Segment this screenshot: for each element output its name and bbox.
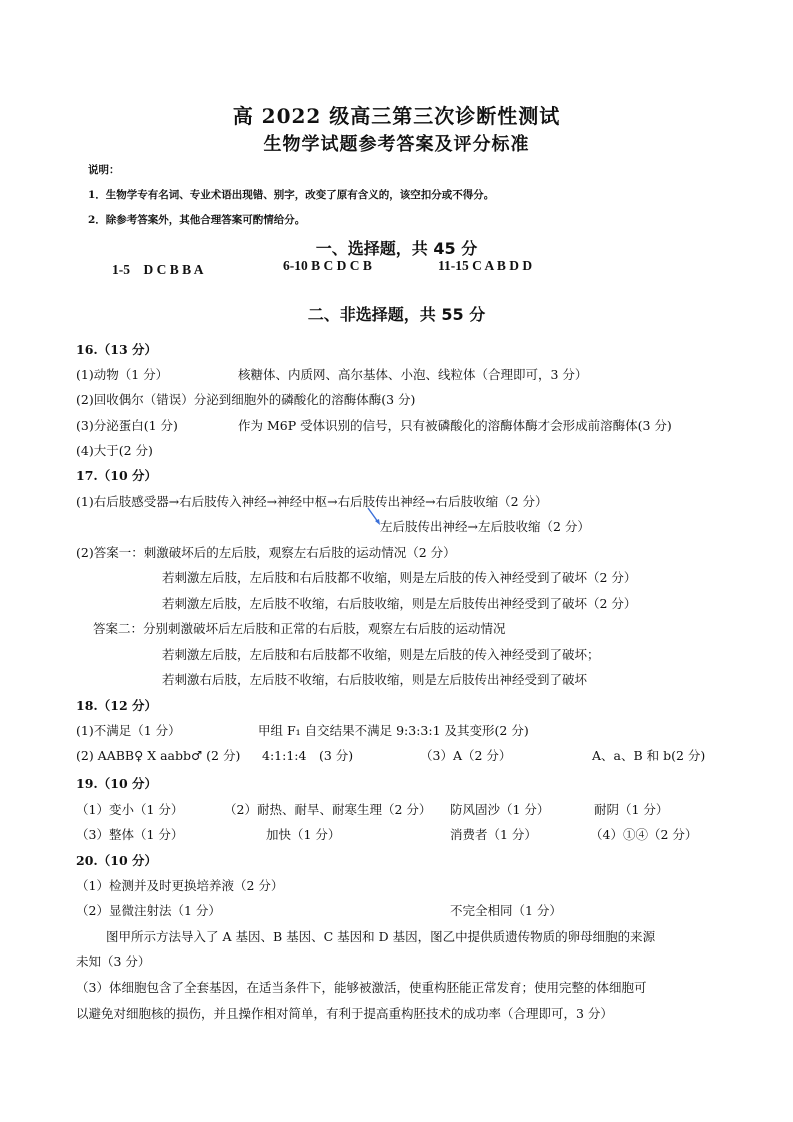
q20-answer-2b: 不完全相同（1 分） — [450, 903, 562, 918]
q18-answer-2a: (2) AABB♀ X aabb♂ (2 分) — [76, 748, 241, 763]
q19-answer-1d: 耐阴（1 分） — [594, 802, 669, 817]
q18-header: 18.（12 分） — [76, 698, 157, 713]
note-item-1: 1．生物学专有名词、专业术语出现错、别字，改变了原有含义的，该空扣分或不得分。 — [88, 189, 495, 201]
q19-header: 19.（10 分） — [76, 776, 157, 791]
q20-header: 20.（10 分） — [76, 853, 157, 868]
section-nonchoice-title: 二、非选择题，共 55 分 — [307, 305, 486, 324]
q18-answer-2b: 4:1:1:4 (3 分) — [262, 748, 354, 763]
q17-header: 17.（10 分） — [76, 468, 157, 483]
q16-answer-4: (4)大于(2 分) — [76, 443, 153, 458]
q18-answer-2c: （3）A（2 分） — [420, 748, 512, 763]
q16-header: 16.（13 分） — [76, 342, 157, 357]
q16-answer-2: (2)回收偶尔（错误）分泌到细胞外的磷酸化的溶酶体酶(3 分) — [76, 392, 416, 407]
q17-answer-1: (1)右后肢感受器→右后肢传入神经→神经中枢→右后肢传出神经→右后肢收缩（2 分） — [76, 494, 548, 509]
q20-answer-3: 图甲所示方法导入了 A 基因、B 基因、C 基因和 D 基因，图乙中提供质遗传物质的卵母细胞的来源 — [106, 929, 656, 944]
q20-answer-4: 未知（3 分） — [76, 954, 151, 969]
q17-answer-5: 答案二：分别刺激破坏后左后肢和正常的右后肢，观察左右后肢的运动情况 — [93, 621, 506, 636]
q19-answer-2a: （3）整体（1 分） — [76, 827, 184, 842]
q17-answer-1b: 左后肢传出神经→左后肢收缩（2 分） — [380, 519, 590, 534]
q18-answer-2d: A、a、B 和 b(2 分) — [592, 748, 706, 763]
q19-answer-1b: （2）耐热、耐旱、耐寒生理（2 分） — [224, 802, 432, 817]
page-subtitle: 生物学试题参考答案及评分标准 — [263, 134, 530, 155]
q19-answer-2c: 消费者（1 分） — [450, 827, 537, 842]
q18-answer-1b: 甲组 F₁ 自交结果不满足 9:3:3:1 及其变形(2 分) — [258, 723, 529, 738]
choice-answers-6-10: 6-10 B C D C B — [283, 258, 372, 273]
choice-answers-1-5: 1-5 D C B B A — [112, 262, 204, 277]
note-item-2: 2．除参考答案外，其他合理答案可酌情给分。 — [88, 214, 306, 226]
choice-answers-11-15: 11-15 C A B D D — [438, 258, 533, 273]
q20-answer-5: （3）体细胞包含了全套基因，在适当条件下，能够被激活，使重构胚能正常发育；使用完整的体细胞可 — [76, 980, 647, 995]
q19-answer-2b: 加快（1 分） — [266, 827, 341, 842]
q16-answer-3b: 作为 M6P 受体识别的信号，只有被磷酸化的溶酶体酶才会形成前溶酶体(3 分) — [238, 418, 672, 433]
notes-label: 说明： — [88, 164, 120, 176]
q19-answer-1a: （1）变小（1 分） — [76, 802, 184, 817]
q20-answer-1: （1）检测并及时更换培养液（2 分） — [76, 878, 284, 893]
q19-answer-1c: 防风固沙（1 分） — [450, 802, 550, 817]
q17-answer-4: 若刺激左后肢，左后肢不收缩，右后肢收缩，则是左后肢传出神经受到了破坏（2 分） — [162, 596, 637, 611]
q20-answer-2a: （2）显微注射法（1 分） — [76, 903, 221, 918]
q16-answer-1b: 核糖体、内质网、高尔基体、小泡、线粒体（合理即可，3 分） — [238, 367, 588, 382]
q17-answer-2: (2)答案一：刺激破坏后的左后肢，观察左右后肢的运动情况（2 分） — [76, 545, 456, 560]
section-choice-title: 一、选择题，共 45 分 — [315, 239, 478, 258]
q16-answer-1a: (1)动物（1 分） — [76, 367, 169, 382]
q17-answer-3: 若刺激左后肢，左后肢和右后肢都不收缩，则是左后肢的传入神经受到了破坏（2 分） — [162, 570, 637, 585]
q18-answer-1a: (1)不满足（1 分） — [76, 723, 181, 738]
q20-answer-6: 以避免对细胞核的损伤，并且操作相对简单，有利于提高重构胚技术的成功率（合理即可，3 分） — [76, 1006, 613, 1021]
q16-answer-3a: (3)分泌蛋白(1 分) — [76, 418, 178, 433]
q17-answer-6: 若刺激左后肢，左后肢和右后肢都不收缩，则是左后肢的传入神经受到了破坏； — [162, 647, 600, 662]
page-title: 高 2022 级高三第三次诊断性测试 — [232, 104, 561, 128]
q17-answer-7: 若刺激右后肢，左后肢不收缩，右后肢收缩，则是左后肢传出神经受到了破坏 — [162, 672, 588, 687]
q19-answer-2d: （4）①④（2 分） — [590, 827, 698, 842]
